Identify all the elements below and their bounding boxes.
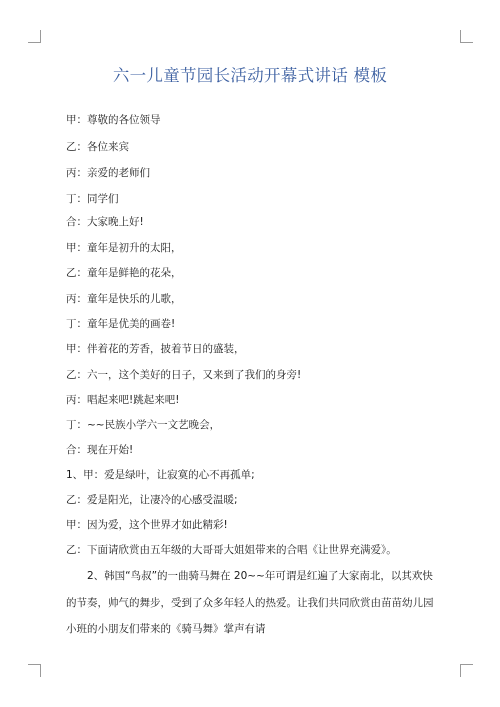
dialogue-line: 丙：唱起来吧!跳起来吧! xyxy=(66,394,180,406)
dialogue-line: 乙：六一，这个美好的日子，又来到了我们的身旁! xyxy=(66,369,302,381)
dialogue-line: 合：现在开始! xyxy=(66,444,134,456)
dialogue-line: 乙：爱是阳光，让凄冷的心感受温暖; xyxy=(66,494,238,506)
dialogue-line: 丙：亲爱的老师们 xyxy=(66,167,150,179)
dialogue-line: 乙：各位来宾 xyxy=(66,141,129,153)
dialogue-line: 甲：伴着花的芳香，披着节日的盛装， xyxy=(66,343,245,355)
body-paragraph: 2、韩国“鸟叔”的一曲骑马舞在 20~~年可谓是红遍了大家南北，以其欢快的节奏，帅气的舞步，受到了众多年轻人的热爱。让我们共同欣赏由苗苗幼儿园小班的小朋友们带来的《骑马舞》掌声有请 xyxy=(66,570,434,635)
dialogue-line: 乙：童年是鲜艳的花朵， xyxy=(66,267,182,279)
dialogue-line: 甲：尊敬的各位领导 xyxy=(66,114,161,126)
dialogue-line: 甲：因为爱，这个世界才如此精彩! xyxy=(66,519,228,531)
dialogue-line: 丁：童年是优美的画卷! xyxy=(66,318,176,330)
dialogue-line: 丁：同学们 xyxy=(66,193,119,205)
dialogue-line: 丁：~~民族小学六一文艺晚会， xyxy=(66,419,221,431)
dialogue-line: 甲：童年是初升的太阳， xyxy=(66,242,182,254)
dialogue-line: 合：大家晚上好! xyxy=(66,216,144,228)
document-title: 六一儿童节园长活动开幕式讲话 模板 xyxy=(112,66,388,85)
dialogue-line: 丙：童年是快乐的儿歌， xyxy=(66,293,182,305)
dialogue-line: 乙：下面请欣赏由五年级的大哥哥大姐姐带来的合唱《让世界充满爱》。 xyxy=(66,544,397,556)
dialogue-line: 1、甲：爱是绿叶，让寂寞的心不再孤单; xyxy=(66,469,255,481)
